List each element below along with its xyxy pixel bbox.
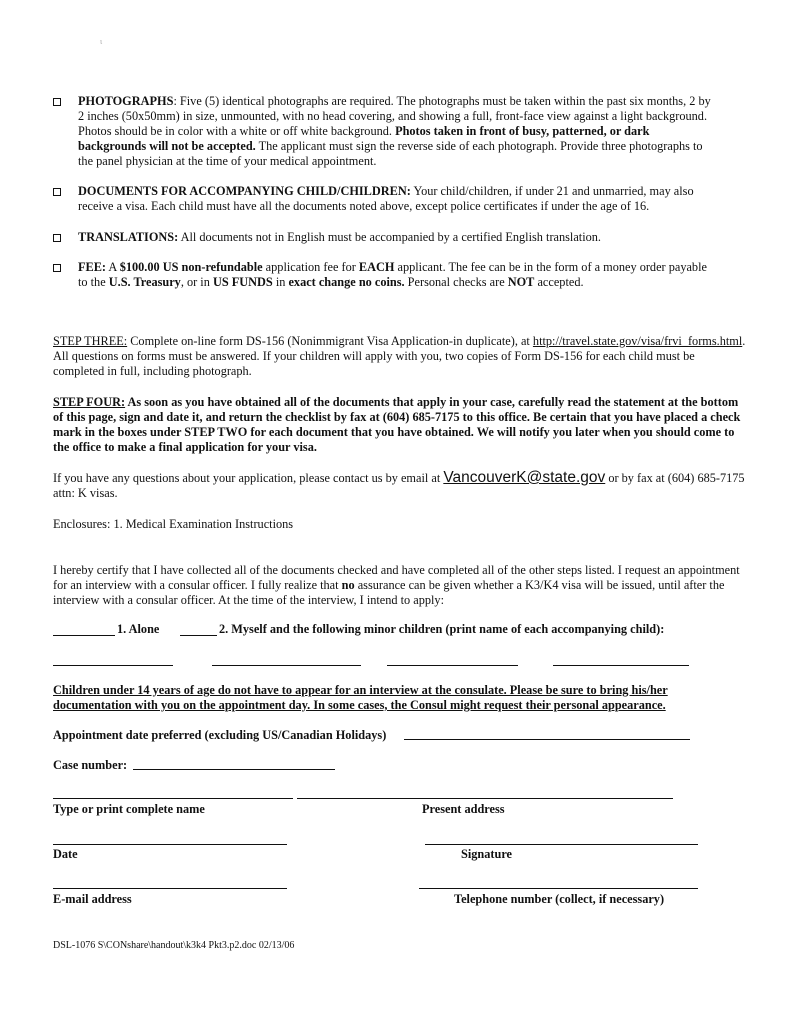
item-fee [78,260,718,290]
item-child-documents [78,184,718,214]
contact-text: If you have any questions about your application, please contact us by email at [53,471,444,485]
text-run: , or in [180,275,213,289]
appointment-date-label: Appointment date preferred (excluding US/Canadian Holidays) [53,728,387,742]
text-run: : Five (5) identical photographs are required. The photographs must be taken within the past six months, 2 by 2 inches (50x50mm) in size, unmounted, with no head covering, and showing a full, front-face view against a light background. Photos should be in color with a white or off white background. [78,94,711,138]
phone-field[interactable] [419,888,698,889]
checkbox-child-documents[interactable] [53,188,61,196]
option-children-label: 2. Myself and the following minor children (print name of each accompanying child): [219,622,665,636]
email-field[interactable] [53,888,287,889]
enclosures: Enclosures: 1. Medical Examination Instructions [53,517,294,531]
text-run: accepted. [534,275,584,289]
child-name-field-3[interactable] [387,665,518,666]
step-three [53,334,746,379]
text-run: application fee for [262,260,359,274]
children-notice: Children under 14 years of age do not have to appear for an interview at the consulate. Please be sure to bring his/her documentation with you on the appointment day. In some cases, the Consul might request their personal appearance. [53,683,668,712]
date-label: Date [53,847,78,861]
name-label: Type or print complete name [53,802,205,816]
text-run: FEE: [78,260,107,274]
item-photographs [78,94,718,169]
text-run: assurance can be given whether a K3/K4 visa will be issued, until after the interview with a consular officer. At the time of the interview, I intend to apply: [53,578,725,607]
text-run: DOCUMENTS FOR ACCOMPANYING CHILD/CHILDREN: [78,184,411,198]
option-children-blank[interactable] [180,635,217,636]
case-number-label: Case number: [53,758,128,772]
date-field[interactable] [53,844,287,845]
email-label: E-mail address [53,892,132,906]
child-name-field-2[interactable] [212,665,361,666]
case-number-field[interactable] [133,769,335,770]
text-run: Personal checks are [404,275,508,289]
text-run: As soon as you have obtained all of the documents that apply in your case, carefully read the statement at the bottom of this page, sign and date it, and return the checklist by fax at (604) 685-7175 to this office. Be certain that you have placed a check mark in the boxes under STEP TWO for each document that you have obtained. We will notify you later when you should come to the office to make a final application for your visa. [53,395,741,454]
text-run: A [106,260,120,274]
option-alone-label: 1. Alone [117,622,160,636]
text-run: . All questions on forms must be answered. If your children will apply with you, two copies of Form DS-156 for each child must be completed in full, including photograph. [53,334,746,378]
text-run: The applicant must sign the reverse side of each photograph. Provide three photographs to the panel physician at the time of your medical appointment. [78,139,703,168]
checkbox-fee[interactable] [53,264,61,272]
text-run: U.S. Treasury [108,275,181,289]
text-run: PHOTOGRAPHS [78,94,174,108]
child-name-field-4[interactable] [553,665,689,666]
name-field[interactable] [53,798,293,799]
option-alone-blank[interactable] [53,635,115,636]
text-run: NOT [507,275,535,289]
text-run: $100.00 US non-refundable [119,260,263,274]
scan-speck: ι [100,37,103,46]
text-run: STEP THREE: [53,334,128,348]
signature-label: Signature [461,847,513,861]
child-name-field-1[interactable] [53,665,173,666]
text-run: no [341,578,355,592]
checkbox-translations[interactable] [53,234,61,242]
text-run: http://travel.state.gov/visa/frvi_forms.html [532,334,743,348]
phone-label: Telephone number (collect, if necessary) [454,892,665,906]
text-run: Complete on-line form DS-156 (Nonimmigrant Visa Application-in duplicate), at [127,334,533,348]
text-run: STEP FOUR: [53,395,126,409]
signature-field[interactable] [425,844,698,845]
text-run: I hereby certify that I have collected all of the documents checked and have completed all of the other steps listed. I request an appointment for an interview with a consular officer. I fully realize that [53,563,740,592]
text-run: exact change no coins. [288,275,405,289]
address-field[interactable] [297,798,673,799]
text-run: US FUNDS [212,275,273,289]
item-translations [78,230,718,245]
contact-email-link[interactable]: VancouverK@state.gov [443,469,606,486]
text-run: applicant. The fee can be in the form of a money order payable to the [78,260,707,289]
certification-statement [53,563,746,608]
text-run: Photos taken in front of busy, patterned, or dark backgrounds will not be accepted. [78,124,650,153]
contact-paragraph [53,470,746,501]
text-run: in [272,275,289,289]
text-run: EACH [358,260,395,274]
text-run: Your child/children, if under 21 and unmarried, may also receive a visa. Each child must have all the documents noted above, except police certificates if under the age of 16. [78,184,694,213]
text-run: TRANSLATIONS: [78,230,179,244]
address-label: Present address [422,802,505,816]
checkbox-photographs[interactable] [53,98,61,106]
appointment-date-field[interactable] [404,739,690,740]
contact-fax: or by fax at (604) 685-7175 attn: K visas. [53,471,745,500]
step-four [53,395,746,455]
text-run: All documents not in English must be accompanied by a certified English translation. [178,230,602,244]
document-footer: DSL-1076 S\CONshare\handout\k3k4 Pkt3.p2.doc 02/13/06 [53,940,295,951]
